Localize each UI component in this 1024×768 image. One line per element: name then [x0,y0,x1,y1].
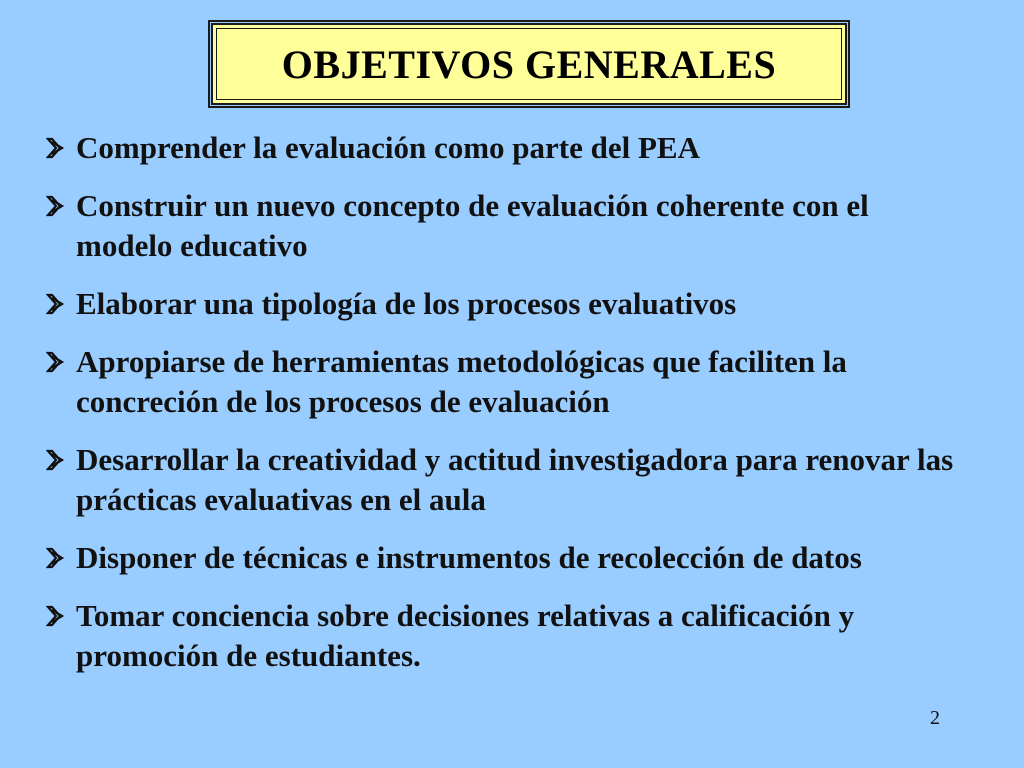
objectives-list [46,128,966,694]
list-item [46,284,966,324]
list-item [46,342,966,422]
list-item-text: Construir un nuevo concepto de evaluación coherente con el modelo educativo [76,188,869,263]
arrow-bullet-icon [46,596,76,636]
arrow-bullet-icon [46,440,76,480]
slide-title: OBJETIVOS GENERALES [281,41,777,87]
list-item-text: Desarrollar la creatividad y actitud investigadora para renovar las prácticas evaluativas en el aula [76,442,954,517]
arrow-bullet-icon [46,538,76,578]
list-item [46,538,966,578]
list-item [46,128,966,168]
list-item-text: Tomar conciencia sobre decisiones relativas a calificación y promoción de estudiantes. [76,598,855,673]
arrow-bullet-icon [46,284,76,324]
list-item-text: Comprender la evaluación como parte del PEA [76,130,700,165]
list-item-text: Apropiarse de herramientas metodológicas que faciliten la concreción de los procesos de evaluación [76,344,847,419]
list-item-text: Elaborar una tipología de los procesos evaluativos [76,286,737,321]
list-item-text: Disponer de técnicas e instrumentos de recolección de datos [76,540,862,575]
arrow-bullet-icon [46,128,76,168]
arrow-bullet-icon [46,186,76,226]
arrow-bullet-icon [46,342,76,382]
title-box [211,23,847,105]
list-item [46,596,966,676]
list-item [46,186,966,266]
list-item [46,440,966,520]
page-number: 2 [930,707,940,729]
